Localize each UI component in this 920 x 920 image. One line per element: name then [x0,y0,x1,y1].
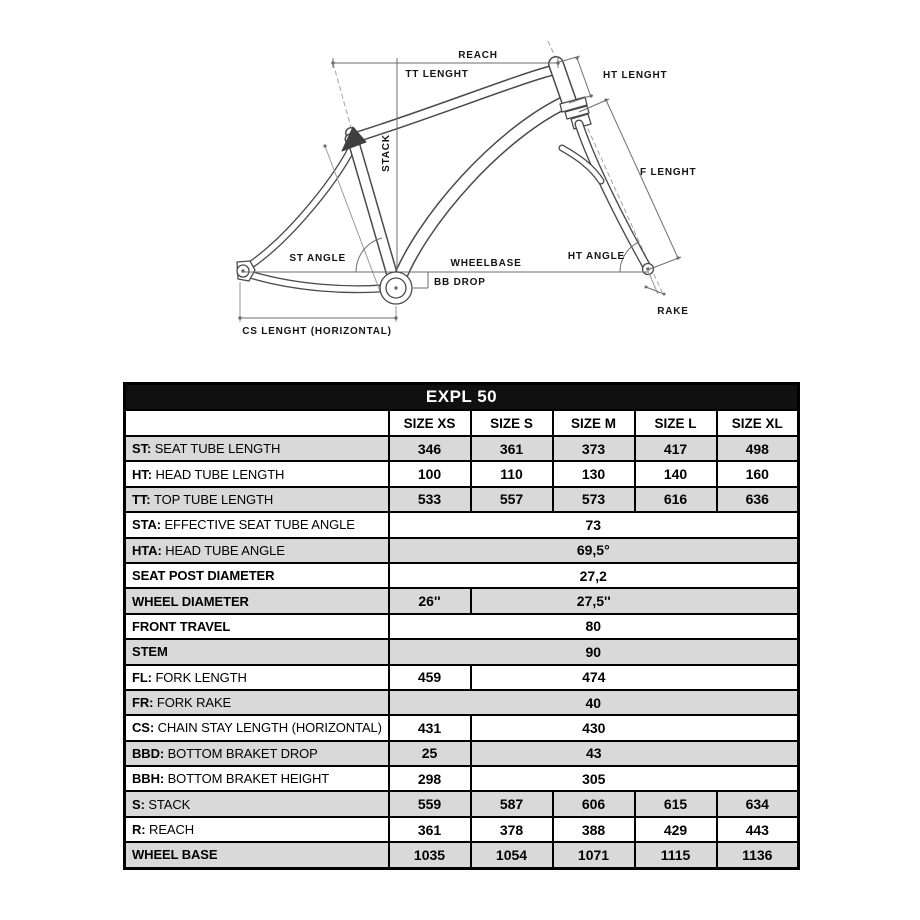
value-cell: 587 [471,791,553,816]
value-cell: 474 [471,665,799,690]
row-label [125,614,389,639]
row-label [125,436,389,461]
row-label-text: HEAD TUBE ANGLE [165,542,285,558]
label-ht-lenght: HT LENGHT [603,70,668,81]
label-bb-drop: BB DROP [434,277,486,288]
size-column-header: SIZE XL [717,410,799,436]
value-cell: 305 [471,766,799,791]
value-cell: 73 [389,512,799,537]
row-label-text: FORK LENGTH [155,669,247,685]
value-cell: 573 [553,487,635,512]
label-f-lenght: F LENGHT [640,167,697,178]
row-label-prefix: FL: [132,669,156,685]
table-row [125,639,799,664]
label-st-angle: ST ANGLE [289,253,346,264]
value-cell: 1115 [635,842,717,868]
value-cell: 417 [635,436,717,461]
value-cell: 27,5'' [471,588,799,613]
value-cell: 429 [635,817,717,842]
row-label [125,741,389,766]
frame-geometry-diagram [0,0,920,370]
row-label-text: STACK [148,796,191,812]
value-cell: 388 [553,817,635,842]
row-label-text: TOP TUBE LENGTH [153,491,274,507]
value-cell: 27,2 [389,563,799,588]
value-cell: 378 [471,817,553,842]
row-label-text: CHAIN STAY LENGTH (HORIZONTAL) [157,720,382,736]
table-row [125,842,799,868]
value-cell: 533 [389,487,471,512]
size-header-row [125,410,799,436]
table-row [125,563,799,588]
value-cell: 1136 [717,842,799,868]
value-cell: 606 [553,791,635,816]
value-cell: 100 [389,461,471,486]
value-cell: 373 [553,436,635,461]
value-cell: 559 [389,791,471,816]
row-label-text: SEAT TUBE LENGTH [154,441,281,457]
value-cell: 43 [471,741,799,766]
row-label-prefix: STA: [132,517,165,533]
row-label [125,715,389,740]
label-ht-angle: HT ANGLE [567,251,625,262]
value-cell: 361 [389,817,471,842]
value-cell: 361 [471,436,553,461]
table-title: EXPL 50 [125,384,799,411]
value-cell: 498 [717,436,799,461]
label-reach: REACH [458,50,498,61]
row-label [125,538,389,563]
table-row [125,766,799,791]
table-row [125,817,799,842]
row-label-prefix: FR: [132,695,157,711]
row-label [125,588,389,613]
value-cell: 430 [471,715,799,740]
value-cell: 443 [717,817,799,842]
value-cell: 26'' [389,588,471,613]
row-label-text: WHEEL BASE [132,847,218,863]
value-cell: 110 [471,461,553,486]
table-row [125,512,799,537]
table-row [125,538,799,563]
value-cell: 25 [389,741,471,766]
label-stack: STACK [381,134,392,172]
table-row [125,436,799,461]
table-row [125,791,799,816]
value-cell: 40 [389,690,799,715]
value-cell: 1071 [553,842,635,868]
table-row [125,741,799,766]
value-cell: 636 [717,487,799,512]
size-column-header: SIZE L [635,410,717,436]
value-cell: 298 [389,766,471,791]
label-rake: RAKE [657,306,689,317]
row-label-prefix: R: [132,822,150,838]
value-cell: 80 [389,614,799,639]
row-label-text: REACH [149,822,195,838]
row-label [125,690,389,715]
value-cell: 431 [389,715,471,740]
value-cell: 1035 [389,842,471,868]
row-label-text: STEM [132,644,168,660]
row-label [125,639,389,664]
geometry-table [123,382,800,870]
row-label-text: WHEEL DIAMETER [132,593,249,609]
row-label [125,487,389,512]
table-row [125,614,799,639]
label-wheelbase: WHEELBASE [450,258,522,269]
value-cell: 616 [635,487,717,512]
value-cell: 160 [717,461,799,486]
value-cell: 1054 [471,842,553,868]
row-label [125,791,389,816]
label-cs-lenght: CS LENGHT (HORIZONTAL) [242,326,392,337]
row-label-prefix: BBD: [132,745,168,761]
row-label-prefix: S: [132,796,149,812]
row-label-text: BOTTOM BRAKET DROP [167,745,318,761]
table-row [125,715,799,740]
value-cell: 140 [635,461,717,486]
table-row [125,665,799,690]
row-label-text: BOTTOM BRAKET HEIGHT [167,771,330,787]
row-label-prefix: BBH: [132,771,168,787]
row-label-text: FRONT TRAVEL [132,618,231,634]
row-label [125,461,389,486]
row-label [125,817,389,842]
value-cell: 346 [389,436,471,461]
row-label [125,842,389,868]
row-label-prefix: HTA: [132,542,166,558]
value-cell: 69,5° [389,538,799,563]
row-label [125,665,389,690]
row-label-text: HEAD TUBE LENGTH [155,466,285,482]
label-tt-lenght: TT LENGHT [405,69,469,80]
table-row [125,690,799,715]
empty-header-cell [125,410,389,436]
table-row [125,461,799,486]
row-label [125,512,389,537]
table-row [125,588,799,613]
row-label-text: FORK RAKE [156,695,232,711]
size-column-header: SIZE XS [389,410,471,436]
size-column-header: SIZE S [471,410,553,436]
row-label-prefix: ST: [132,441,155,457]
value-cell: 90 [389,639,799,664]
row-label-prefix: HT: [132,466,156,482]
value-cell: 615 [635,791,717,816]
table-title-row [125,384,799,411]
row-label-text: SEAT POST DIAMETER [132,568,275,584]
value-cell: 557 [471,487,553,512]
value-cell: 459 [389,665,471,690]
size-column-header: SIZE M [553,410,635,436]
table-row [125,487,799,512]
value-cell: 130 [553,461,635,486]
row-label-text: EFFECTIVE SEAT TUBE ANGLE [164,517,355,533]
row-label [125,563,389,588]
row-label-prefix: TT: [132,491,154,507]
row-label [125,766,389,791]
value-cell: 634 [717,791,799,816]
row-label-prefix: CS: [132,720,158,736]
